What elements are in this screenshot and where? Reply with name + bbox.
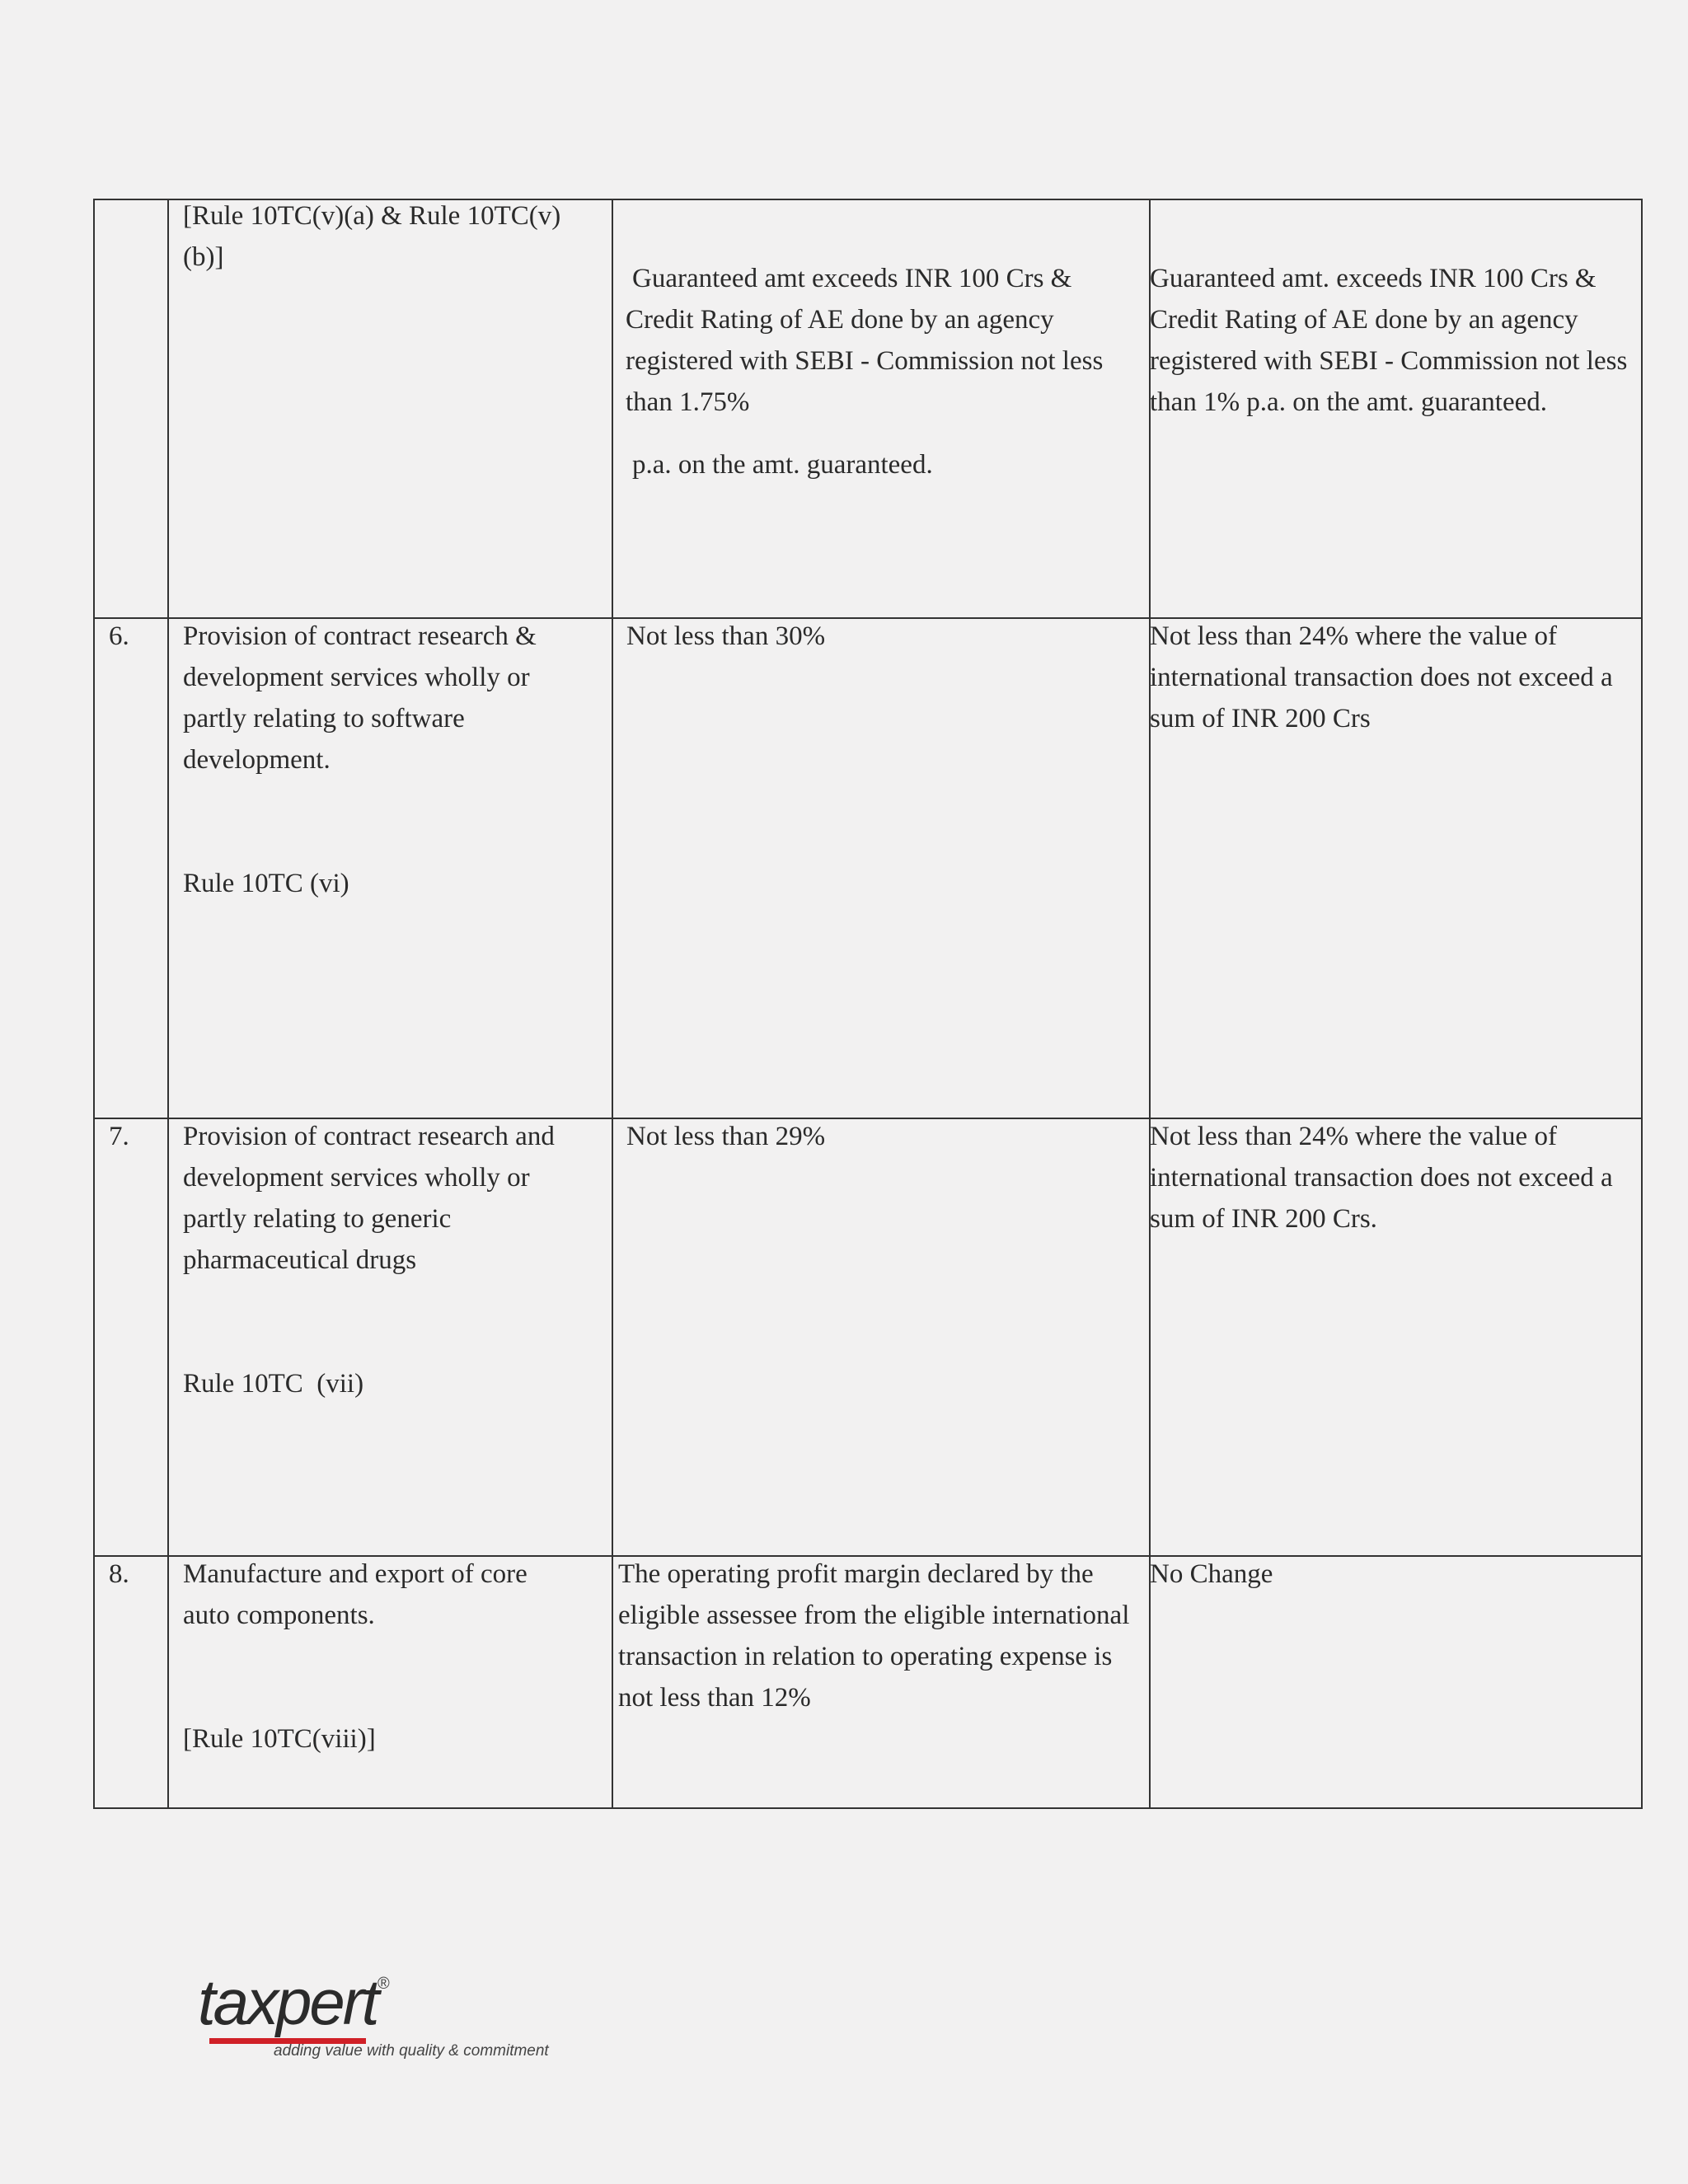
rule-reference: [Rule 10TC(v)(a) & Rule 10TC(v)(b)]: [183, 201, 561, 272]
new-condition-text: Not less than 24% where the value of international transaction does not exceed a sum of INR 200 Crs: [1150, 621, 1613, 733]
column-divider: [167, 200, 169, 1807]
old-condition-text: Not less than 29%: [626, 1122, 826, 1151]
new-condition-text: Not less than 24% where the value of international transaction does not exceed a sum of INR 200 Crs.: [1150, 1122, 1613, 1234]
old-condition-text: Not less than 30%: [626, 621, 826, 651]
table-row-7-new-cell: [1150, 1116, 1639, 1240]
table-row-6-rule-cell: [183, 616, 595, 904]
table-row-7-old-cell: [626, 1116, 1137, 1157]
old-condition-text-cont: p.a. on the amt. guaranteed.: [632, 450, 933, 480]
logo-wordmark: taxpert: [198, 1966, 377, 2038]
service-description: Manufacture and export of core auto components.: [183, 1559, 528, 1630]
table-row-1-old-cell: [626, 258, 1140, 485]
registered-mark: ®: [377, 1975, 390, 1993]
rules-table: [93, 199, 1643, 1809]
old-condition-text: The operating profit margin declared by the eligible assessee from the eligible international transaction in relation to operating expense is not less than 12%: [618, 1559, 1130, 1713]
table-row-8-old-cell: [618, 1554, 1137, 1718]
rule-reference: Rule 10TC (vi): [183, 869, 349, 898]
table-row-6-old-cell: [626, 616, 1137, 657]
service-description: Provision of contract research and development services wholly or partly relating to generic pharmaceutical drugs: [183, 1122, 555, 1275]
column-divider: [612, 200, 613, 1807]
table-row-1-new-cell: [1150, 258, 1639, 423]
taxpert-logo: [198, 1966, 577, 2060]
rule-reference: [Rule 10TC(viii)]: [183, 1724, 376, 1754]
table-row-8-number: 8.: [109, 1559, 129, 1589]
table-row-6-new-cell: [1150, 616, 1639, 739]
new-condition-text: No Change: [1150, 1559, 1273, 1589]
old-condition-text: Guaranteed amt exceeds INR 100 Crs & Credit Rating of AE done by an agency registered with SEBI - Commission not less than 1.75%: [626, 264, 1104, 417]
service-description: Provision of contract research & development services wholly or partly relating to software development.: [183, 621, 537, 775]
table-row-1-rule-cell: [183, 195, 595, 278]
logo-tagline: adding value with quality & commitment: [274, 2042, 549, 2060]
table-row-8-rule-cell: [183, 1554, 570, 1760]
table-row-7-number: 7.: [109, 1122, 129, 1151]
table-row-7-rule-cell: [183, 1116, 595, 1404]
table-row-8-new-cell: [1150, 1554, 1639, 1595]
table-row-6-number: 6.: [109, 621, 129, 651]
rule-reference: Rule 10TC (vii): [183, 1369, 364, 1399]
new-condition-text: Guaranteed amt. exceeds INR 100 Crs & Credit Rating of AE done by an agency registered with SEBI - Commission not less than 1% p.a. on the amt. guaranteed.: [1150, 264, 1628, 417]
